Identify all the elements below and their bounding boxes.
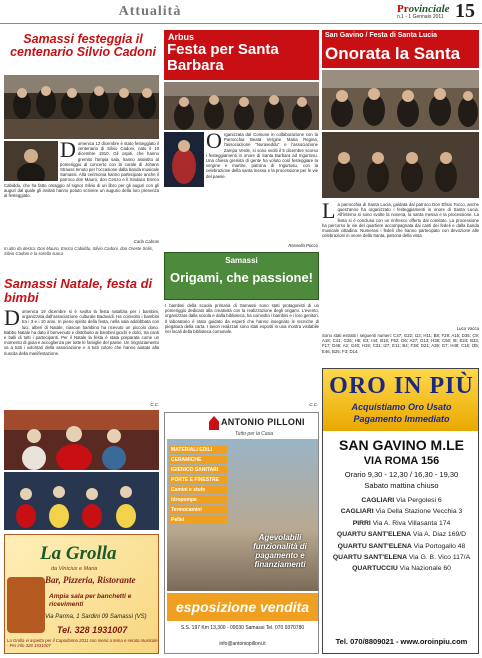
branch-row: QUARTUCCIU Via Nazionale 60	[352, 565, 451, 573]
masthead-logo: Provinciale	[397, 3, 450, 15]
ad-email: info@antoniopilloni.it	[219, 641, 266, 647]
ad-item: Termocamini	[169, 506, 227, 514]
ad-item: IGIENICO SANITARI	[169, 466, 227, 474]
ad-phone: Tel. 328 1931007	[57, 625, 128, 635]
article-photo	[322, 132, 479, 198]
article-signature: C.C.	[309, 402, 318, 407]
article-body: Organizzata dal Comune in collaborazione con la Parrocchia Beata Vergine Maria Regina, l'associazione "Nuraxeddu" e l'associazione Zampa Verde, si sono svolti il 5 dicembre scorso i festeggiamenti in onore di Santa Barbara ad Ingurtosu. Una chiesa gremita di gente ha voluto così festeggiare la vergine e martire, patrona di Ingurtosu, con la celebrazione della santa messa e la processione per le vie del paese.	[206, 132, 318, 179]
ad-description: Ampia sala per banchetti e ricevimenti	[49, 593, 132, 608]
ad-footer: La Grolla vi aspetta per il Capodanno 2011 con menù a tema e serata musicale - Per info 328 1931007	[7, 638, 158, 649]
ad-line2: Pagamento Immediato	[353, 414, 450, 424]
ad-banner: esposizione vendita	[167, 593, 318, 621]
article-signature: C.C.	[150, 402, 159, 407]
issue-date: n.1 - 1 Gennaio 2011	[397, 14, 444, 20]
ad-saturday: Sabato mattina chiuso	[364, 481, 439, 490]
ad-kind: Bar, Pizzeria, Ristorante	[45, 575, 136, 585]
branch-row: CAGLIARI Via Pergolesi 6	[361, 497, 442, 504]
ad-name: La Grolla	[40, 543, 117, 564]
ad-antonio-pilloni	[164, 412, 319, 654]
article-body: Domenica 12 dicembre è stato festeggiato il centenario di Silvio Cadoni, nato il 10 dicembre 1910. Gli ospiti, che hanno gremito l'ampia sala, hanno assistito al pomeriggio al concerto con la corale di Johann Strauss tenuto per l'occasione dalla banda musicale Samassi. Alla cerimonia hanno partecipato anche il parroco don Mauro, don Cenzo e il Sindaco Enrico Cabiddu, che ha fatto omaggio al signor Silvio di un libro per gli auguri con gli auguri dal quale gli invitati hanno potuto scrivere un augurio della loro presenza al festeggiato.	[4, 141, 159, 199]
article-title: Samassi Natale, festa di bimbi	[4, 276, 153, 305]
ad-subtitle: da Vinicius e Maria	[51, 566, 98, 572]
article-title: Onorata la Santa	[325, 44, 461, 63]
ad-tagline: Tutto per la Casa	[235, 431, 273, 437]
ad-item: Idropompe	[169, 496, 227, 504]
article-body: La parrocchia di Santa Lucia, guidata dal parroco Don Efisio Tocco, anche quest'anno ha organizzato i festeggiamenti in onore di Santa Lucia. All'interno si sono svolte la novena, la santa messa e la processione. La festa si è conclusa con un rinfresco offerto dal comitato. La processione ha percorso le vie del quartiere accompagnata dai canti dei fedeli e dalla banda musicale cittadina. Numerosi i fedeli che hanno partecipato con devozione alle celebrazioni in onore della Santa, patrona della vista.	[322, 202, 479, 239]
ad-la-grolla	[4, 534, 159, 654]
article-body: I bambini della scuola primaria di Samassi sono stati protagonisti di un pomeriggio dedicato alla creatività con la realizzazione degli origami. L'evento, organizzato dalla scuola e dalla biblioteca, ha coinvolto i bambini e i loro genitori. Il laboratorio è stato guidato da esperti che hanno insegnato le tecniche di piegatura della carta. I lavori realizzati sono stati esposti in una mostra visitabile nei locali della biblioteca comunale.	[165, 303, 319, 335]
article-photo	[4, 75, 159, 139]
ad-item: Pellet	[169, 516, 227, 524]
article-kicker: Samassi	[225, 256, 258, 265]
article-signature: Carla Cabras	[133, 239, 159, 244]
article-kicker: Arbus	[168, 32, 195, 42]
article-body: Domenica 19 dicembre si è svolta la festa natalizia per i bambini, organizzata dall'associazione culturale Baduvidi. Ha coinvolto i bambini tra i 3 e i 10 anni. In pieno spirito della festa, nella sala addobbata con luci, alberi di Natale, ciascun bambino ha ricevuto un piccolo dono. Babbo Natale ha dato il benvenuto e distribuito ai bambini giochi e dolci, tra canti e balli di tutti i partecipanti. Per il Natale la festa è stata preparata come un momento di gioia e accoglienza per tutte le famiglie del paese. Un ringraziamento va a tutti i volontari della associazione e a tutti coloro che hanno aiutato alla riuscita della manifestazione.	[4, 309, 159, 356]
ad-item: MATERIALI EDILI	[169, 446, 227, 454]
article-kicker: San Gavino / Festa di Santa Lucia	[325, 32, 438, 39]
ad-brand: ANTONIO PILLONI	[221, 417, 305, 427]
ad-phone: Tel. 070/8809021 - www.oroinpiu.com	[335, 637, 468, 646]
page-number: 15	[455, 0, 475, 22]
ad-street: VIA ROMA 156	[363, 455, 440, 467]
page-header	[0, 0, 482, 24]
ad-food-image	[7, 577, 45, 633]
branch-row: PIRRI Via A. Riva Villasanta 174	[352, 519, 451, 527]
ad-address: S.S. 197 Km 13,300 - 09030 Samassi Tel. 070 9370780	[180, 625, 305, 631]
ad-item: CERAMICHE	[169, 456, 227, 464]
article-title: Samassi festeggia il centenario Silvio Cadoni	[10, 32, 156, 59]
ad-item: Camini e stufe	[169, 486, 227, 494]
lottery-numbers: Sono stati estratti i seguenti numeri: C47; G22; I13; H11; B8; F29; A15; D35; C9; A18; C41; G26; H5; E3; I44; B19; F52; D6; A27; G13; H36; C50; I8; E24; B33; F17; D45; A2; G40; H19; C31; I27; E11; B4; F38; D21; A39; G7; H48; C16; I35; E46; B25; F3; D14.	[322, 333, 479, 354]
article-title: Origami, che passione!	[169, 270, 314, 285]
photo-caption: In alto da destra: Don Mauro, Enrico Cabiddu, Silvio Cadoni, don Oreste Solis, Silvio Cadoni e la sorella suora	[4, 246, 154, 257]
article-signature: Luca Vacca	[456, 326, 479, 331]
article-photo	[4, 410, 159, 470]
ad-items	[169, 446, 227, 526]
ad-slogan: Agevolabili funzionalità di pagamento e finanziamenti	[253, 533, 307, 569]
article-photo	[4, 472, 159, 530]
article-photo	[322, 70, 479, 130]
ad-city: SAN GAVINO M.LE	[339, 437, 464, 453]
ad-address: Via Parma, 1 Sardini 09 Samassi (VS)	[45, 614, 147, 620]
branch-row: CAGLIARI Via Della Stazione Vecchia 3	[340, 508, 463, 516]
branch-row: QUARTU SANT'ELENA Via G. B. Vico 117/A	[332, 554, 471, 562]
article-title: Festa per Santa Barbara	[167, 41, 279, 74]
ad-oro-in-piu	[322, 368, 479, 654]
ad-item: PORTE E FINESTRE	[169, 476, 227, 484]
ad-branches	[323, 495, 479, 575]
article-photo	[164, 82, 319, 130]
article-signature: Rossella Pocco	[288, 243, 318, 248]
branch-row: QUARTU SANT'ELENA Via A. Diaz 169/D	[336, 531, 467, 539]
section-title: Attualità	[118, 4, 182, 19]
ad-line1: Acquistiamo Oro Usato	[351, 402, 452, 412]
branch-row: QUARTU SANT'ELENA Via Portogallo 48	[337, 542, 466, 550]
ad-hours: Orario 9,30 - 12,30 / 16,30 - 19,30	[344, 470, 459, 479]
ad-logo-icon	[209, 416, 219, 430]
photo-group-elderly	[4, 75, 159, 139]
ad-title: ORO IN PIÙ	[329, 373, 474, 399]
